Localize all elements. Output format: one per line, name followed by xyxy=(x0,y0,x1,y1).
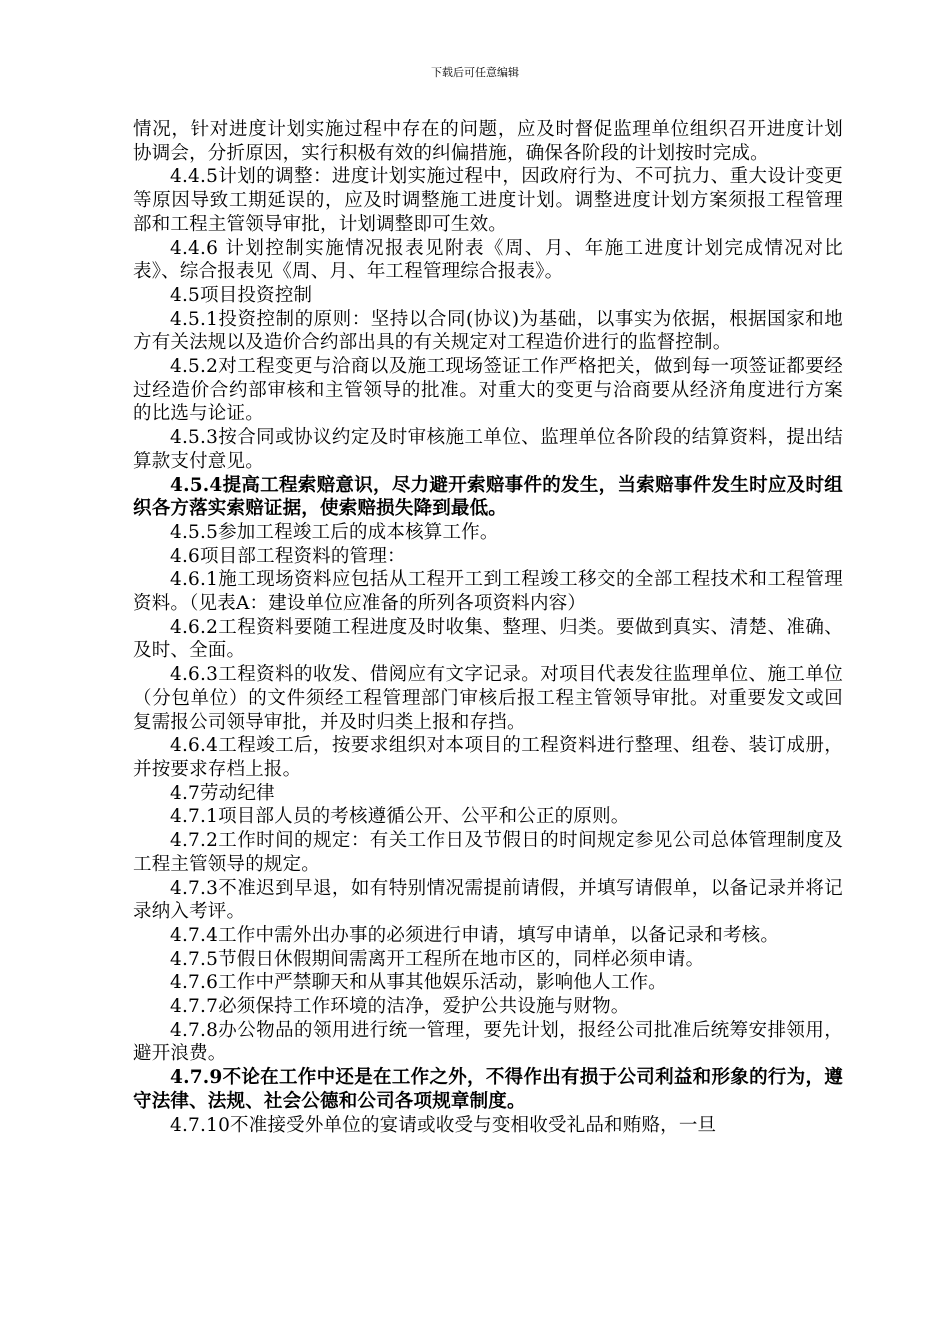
paragraph: 4.7.10不准接受外单位的宴请或收受与变相收受礼品和贿赂，一旦 xyxy=(170,1114,717,1136)
paragraph: 4.5.5参加工程竣工后的成本核算工作。 xyxy=(170,521,499,543)
paragraph: 4.6.3工程资料的收发、借阅应有文字记录。对项目代表发往监理单位、施工单位（分包单位）的文件须经工程管理部门审核后报工程主管领导审批。对重要发文或回复需报公司领导审批，并及时归类上报和存挡。 xyxy=(133,664,843,733)
paragraph: 4.7.8办公物品的领用进行统一管理，要先计划，报经公司批准后统筹安排领用，避开浪费。 xyxy=(133,1019,843,1065)
page-header: 下载后可任意编辑 xyxy=(431,66,519,79)
paragraph: 4.7.3不准迟到早退，如有特别情况需提前请假，并填写请假单，以备记录并将记录纳入考评。 xyxy=(133,877,843,923)
paragraph: 4.6.2工程资料要随工程进度及时收集、整理、归类。要做到真实、清楚、准确、及时、全面。 xyxy=(133,616,843,662)
document-body xyxy=(133,118,843,1137)
paragraph: 4.7.1项目部人员的考核遵循公开、公平和公正的原则。 xyxy=(170,806,630,828)
paragraph: 4.4.5计划的调整：进度计划实施过程中，因政府行为、不可抗力、重大设计变更等原因导致工期延误的，应及时调整施工进度计划。调整进度计划方案须报工程管理部和工程主管领导审批，计划调整即可生效。 xyxy=(133,166,843,235)
paragraph: 4.5.2对工程变更与洽商以及施工现场签证工作严格把关，做到每一项签证都要经过经造价合约部审核和主管领导的批准。对重大的变更与洽商要从经济角度进行方案的比选与论证。 xyxy=(133,356,843,425)
paragraph: 4.5.1投资控制的原则：坚持以合同(协议)为基础，以事实为依据，根据国家和地方有关法规以及造价合约部出具的有关规定对工程造价进行的监督控制。 xyxy=(133,308,843,354)
section-heading: 4.7劳动纪律 xyxy=(170,782,275,804)
paragraph-bold: 4.7.9不论在工作中还是在工作之外，不得作出有损于公司利益和形象的行为，遵守法律、法规、社会公德和公司各项规章制度。 xyxy=(133,1067,843,1112)
paragraph: 4.5.3按合同或协议约定及时审核施工单位、监理单位各阶段的结算资料，提出结算款支付意见。 xyxy=(133,427,843,472)
paragraph: 4.6.1施工现场资料应包括从工程开工到工程竣工移交的全部工程技术和工程管理资料。（见表A：建设单位应准备的所列各项资料内容） xyxy=(133,569,843,615)
paragraph: 4.7.5节假日休假期间需离开工程所在地市区的，同样必须申请。 xyxy=(170,948,705,970)
paragraph: 4.7.7必须保持工作环境的洁净，爱护公共设施与财物。 xyxy=(170,996,630,1018)
section-heading: 4.5项目投资控制 xyxy=(170,284,313,306)
paragraph: 4.7.6工作中严禁聊天和从事其他娱乐活动，影响他人工作。 xyxy=(170,972,667,994)
paragraph: 4.4.6 计划控制实施情况报表见附表《周、月、年施工进度计划完成情况对比表》、综合报表见《周、月、年工程管理综合报表》。 xyxy=(133,237,843,283)
paragraph: 4.7.2工作时间的规定：有关工作日及节假日的时间规定参见公司总体管理制度及工程主管领导的规定。 xyxy=(133,830,843,875)
section-heading: 4.6项目部工程资料的管理： xyxy=(170,545,406,567)
paragraph: 4.6.4工程竣工后，按要求组织对本项目的工程资料进行整理、组卷、装订成册，并按要求存档上报。 xyxy=(133,735,843,780)
paragraph: 情况，针对进度计划实施过程中存在的问题，应及时督促监理单位组织召开进度计划协调会，分折原因，实行积极有效的纠偏措施，确保各阶段的计划按时完成。 xyxy=(133,119,843,164)
paragraph-bold: 4.5.4提高工程索赔意识，尽力避开索赔事件的发生，当索赔事件发生时应及时组织各方落实索赔证据，使索赔损失降到最低。 xyxy=(133,474,843,520)
paragraph: 4.7.4工作中需外出办事的必须进行申请，填写申请单，以备记录和考核。 xyxy=(170,924,780,946)
